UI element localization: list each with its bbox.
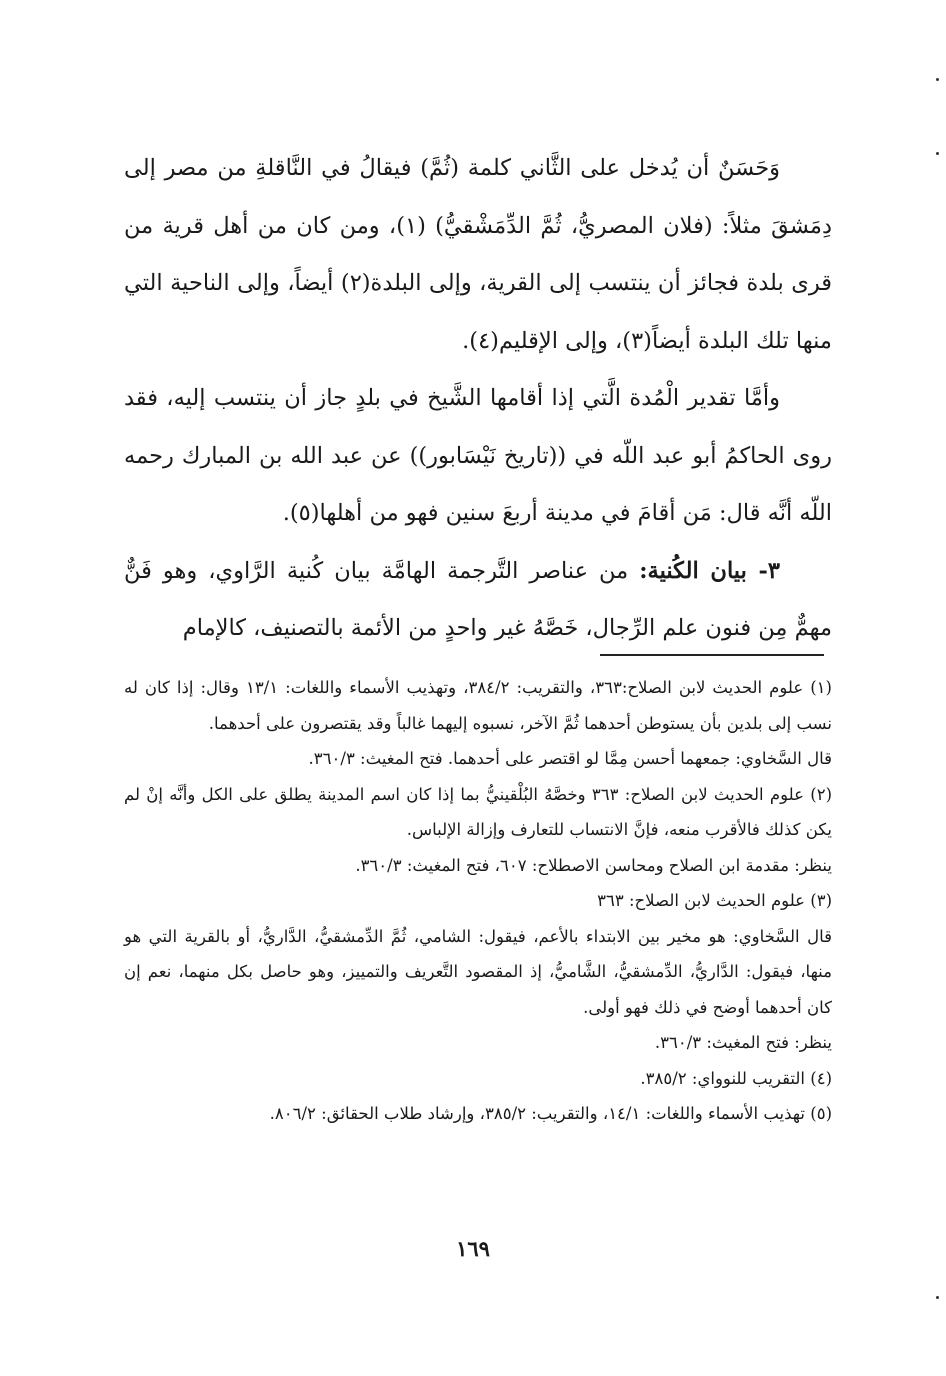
text-line: فجائز أن ينتسب إلى القرية، وإلى البلدة(٢) أيضاً، وإلى الناحية التي منها تلك bbox=[124, 270, 832, 354]
footnote-line: (٢) علوم الحديث لابن الصلاح: ٣٦٣ وخصَّهُ البُلْقينيُّ بما إذا كان اسم المدينة يطلق على الكل bbox=[201, 784, 833, 804]
footnote-4 bbox=[124, 1061, 832, 1097]
footnote-5 bbox=[124, 1096, 832, 1132]
footnote-line: (٥) تهذيب الأسماء واللغات: ١٤/١، والتقريب: ٣٨٥/٢، وإرشاد طلاب الحقائق: ٨٠٦/٢. bbox=[269, 1104, 832, 1123]
footnote-line: ينظر: مقدمة ابن الصلاح ومحاسن الاصطلاح: ٦٠٧، فتح المغيث: ٣٦٠/٣. bbox=[355, 855, 832, 875]
text-line: روى الحاكمُ أبو عبد اللّه في ((تاريخ نَيْسَابور)) عن عبد الله بن المبارك رحمه bbox=[124, 442, 832, 469]
text-line: من عناصر التَّرجمة الهامَّة بيان كُنية الرَّاوي، وهو فَنٌّ bbox=[124, 557, 640, 584]
scan-speck bbox=[936, 152, 939, 155]
text-line: البلدة أيضاً(٣)، وإلى الإقليم(٤). bbox=[462, 327, 749, 354]
footnote-line: (١) علوم الحديث لابن الصلاح:٣٦٣، والتقريب: ٣٨٤/٢، وتهذيب الأسماء واللغات: ١٣/١ bbox=[245, 678, 832, 697]
footnote-line: وأنَّه إنْ لم يكن كذلك فالأقرب منعه، فإنَّ الانتساب للتعارف وإزالة الإلباس. bbox=[124, 784, 832, 839]
text-line: وأمَّا تقدير الْمُدة الَّتي إذا أقامها الشَّيخ في بلدٍ جاز أن ينتسب إليه، فقد bbox=[124, 385, 780, 411]
footnote-line: قال السَّخاوي: جمعهما أحسن مِمَّا لو اقتصر على أحدهما. فتح المغيث: ٣٦٠/٣. bbox=[308, 749, 832, 768]
footnote-line: ينظر: فتح المغيث: ٣٦٠/٣. bbox=[654, 1033, 832, 1052]
text-line: وَحَسَنٌ أن يُدخل على الثَّاني كلمة (ثُمَّ) فيقالُ في النَّاقلةِ من مصر إلى دِمَشقَ bbox=[124, 155, 832, 239]
scan-speck bbox=[936, 1296, 939, 1299]
footnote-line: التي هو منها، فيقول: الدَّاريُّ، الدِّمشقيُّ، الشَّاميُّ، إذ المقصود التَّعريف والتمييز، وهو حاصل bbox=[124, 926, 832, 981]
footnote-3 bbox=[124, 883, 832, 919]
footnote-3-continuation bbox=[124, 919, 832, 1026]
footnote-line: بكل منهما، نعم إن كان أحدهما أوضح في ذلك فهو أولى. bbox=[124, 962, 832, 1017]
footnote-line: يقتصرون على أحدهما. bbox=[208, 713, 362, 733]
section-heading-kunya: ٣- بيان الكُنية: bbox=[639, 557, 780, 584]
text-line: اللّه أنَّه قال: مَن أقامَ في مدينة أربعَ سنين فهو من أهلها(٥). bbox=[282, 500, 832, 526]
footnote-divider bbox=[600, 654, 824, 656]
paragraph-3 bbox=[124, 543, 832, 658]
main-text bbox=[124, 140, 832, 658]
scan-speck bbox=[936, 78, 939, 81]
footnote-2-continuation bbox=[124, 848, 832, 884]
footnote-line: وقال: إذا كان له نسب إلى بلدين بأن يستوطن أحدهما ثُمَّ الآخر، نسبوه إليهما غالباً وقد bbox=[124, 678, 832, 733]
text-line: مهمٌّ مِن فنون علم الرِّجال، خَصَّهُ غير واحدٍ من الأئمة بالتصنيف، كالإمام bbox=[182, 615, 832, 641]
footnote-line: (٣) علوم الحديث لابن الصلاح: ٣٦٣ bbox=[597, 891, 832, 910]
footnote-1-continuation bbox=[124, 741, 832, 777]
text-line: مثلاً: (فلان المصريُّ، ثُمَّ الدِّمَشْقيُّ) (١)، ومن كان من أهل قرية من قرى بلدة bbox=[124, 212, 832, 296]
footnote-line: قال السَّخاوي: هو مخير بين الابتداء بالأعم، فيقول: الشامي، ثُمَّ الدِّمشقيُّ، الدَّاريُّ، أو بالقرية bbox=[184, 926, 832, 946]
page-number: ١٦٩ bbox=[456, 1236, 490, 1261]
paragraph-2 bbox=[124, 370, 832, 543]
footnote-1 bbox=[124, 670, 832, 741]
footnotes bbox=[124, 670, 832, 1132]
footnote-3-reference bbox=[124, 1025, 832, 1061]
paragraph-1 bbox=[124, 140, 832, 370]
footnote-2 bbox=[124, 777, 832, 848]
footnote-line: (٤) التقريب للنوواي: ٣٨٥/٢. bbox=[640, 1068, 832, 1088]
